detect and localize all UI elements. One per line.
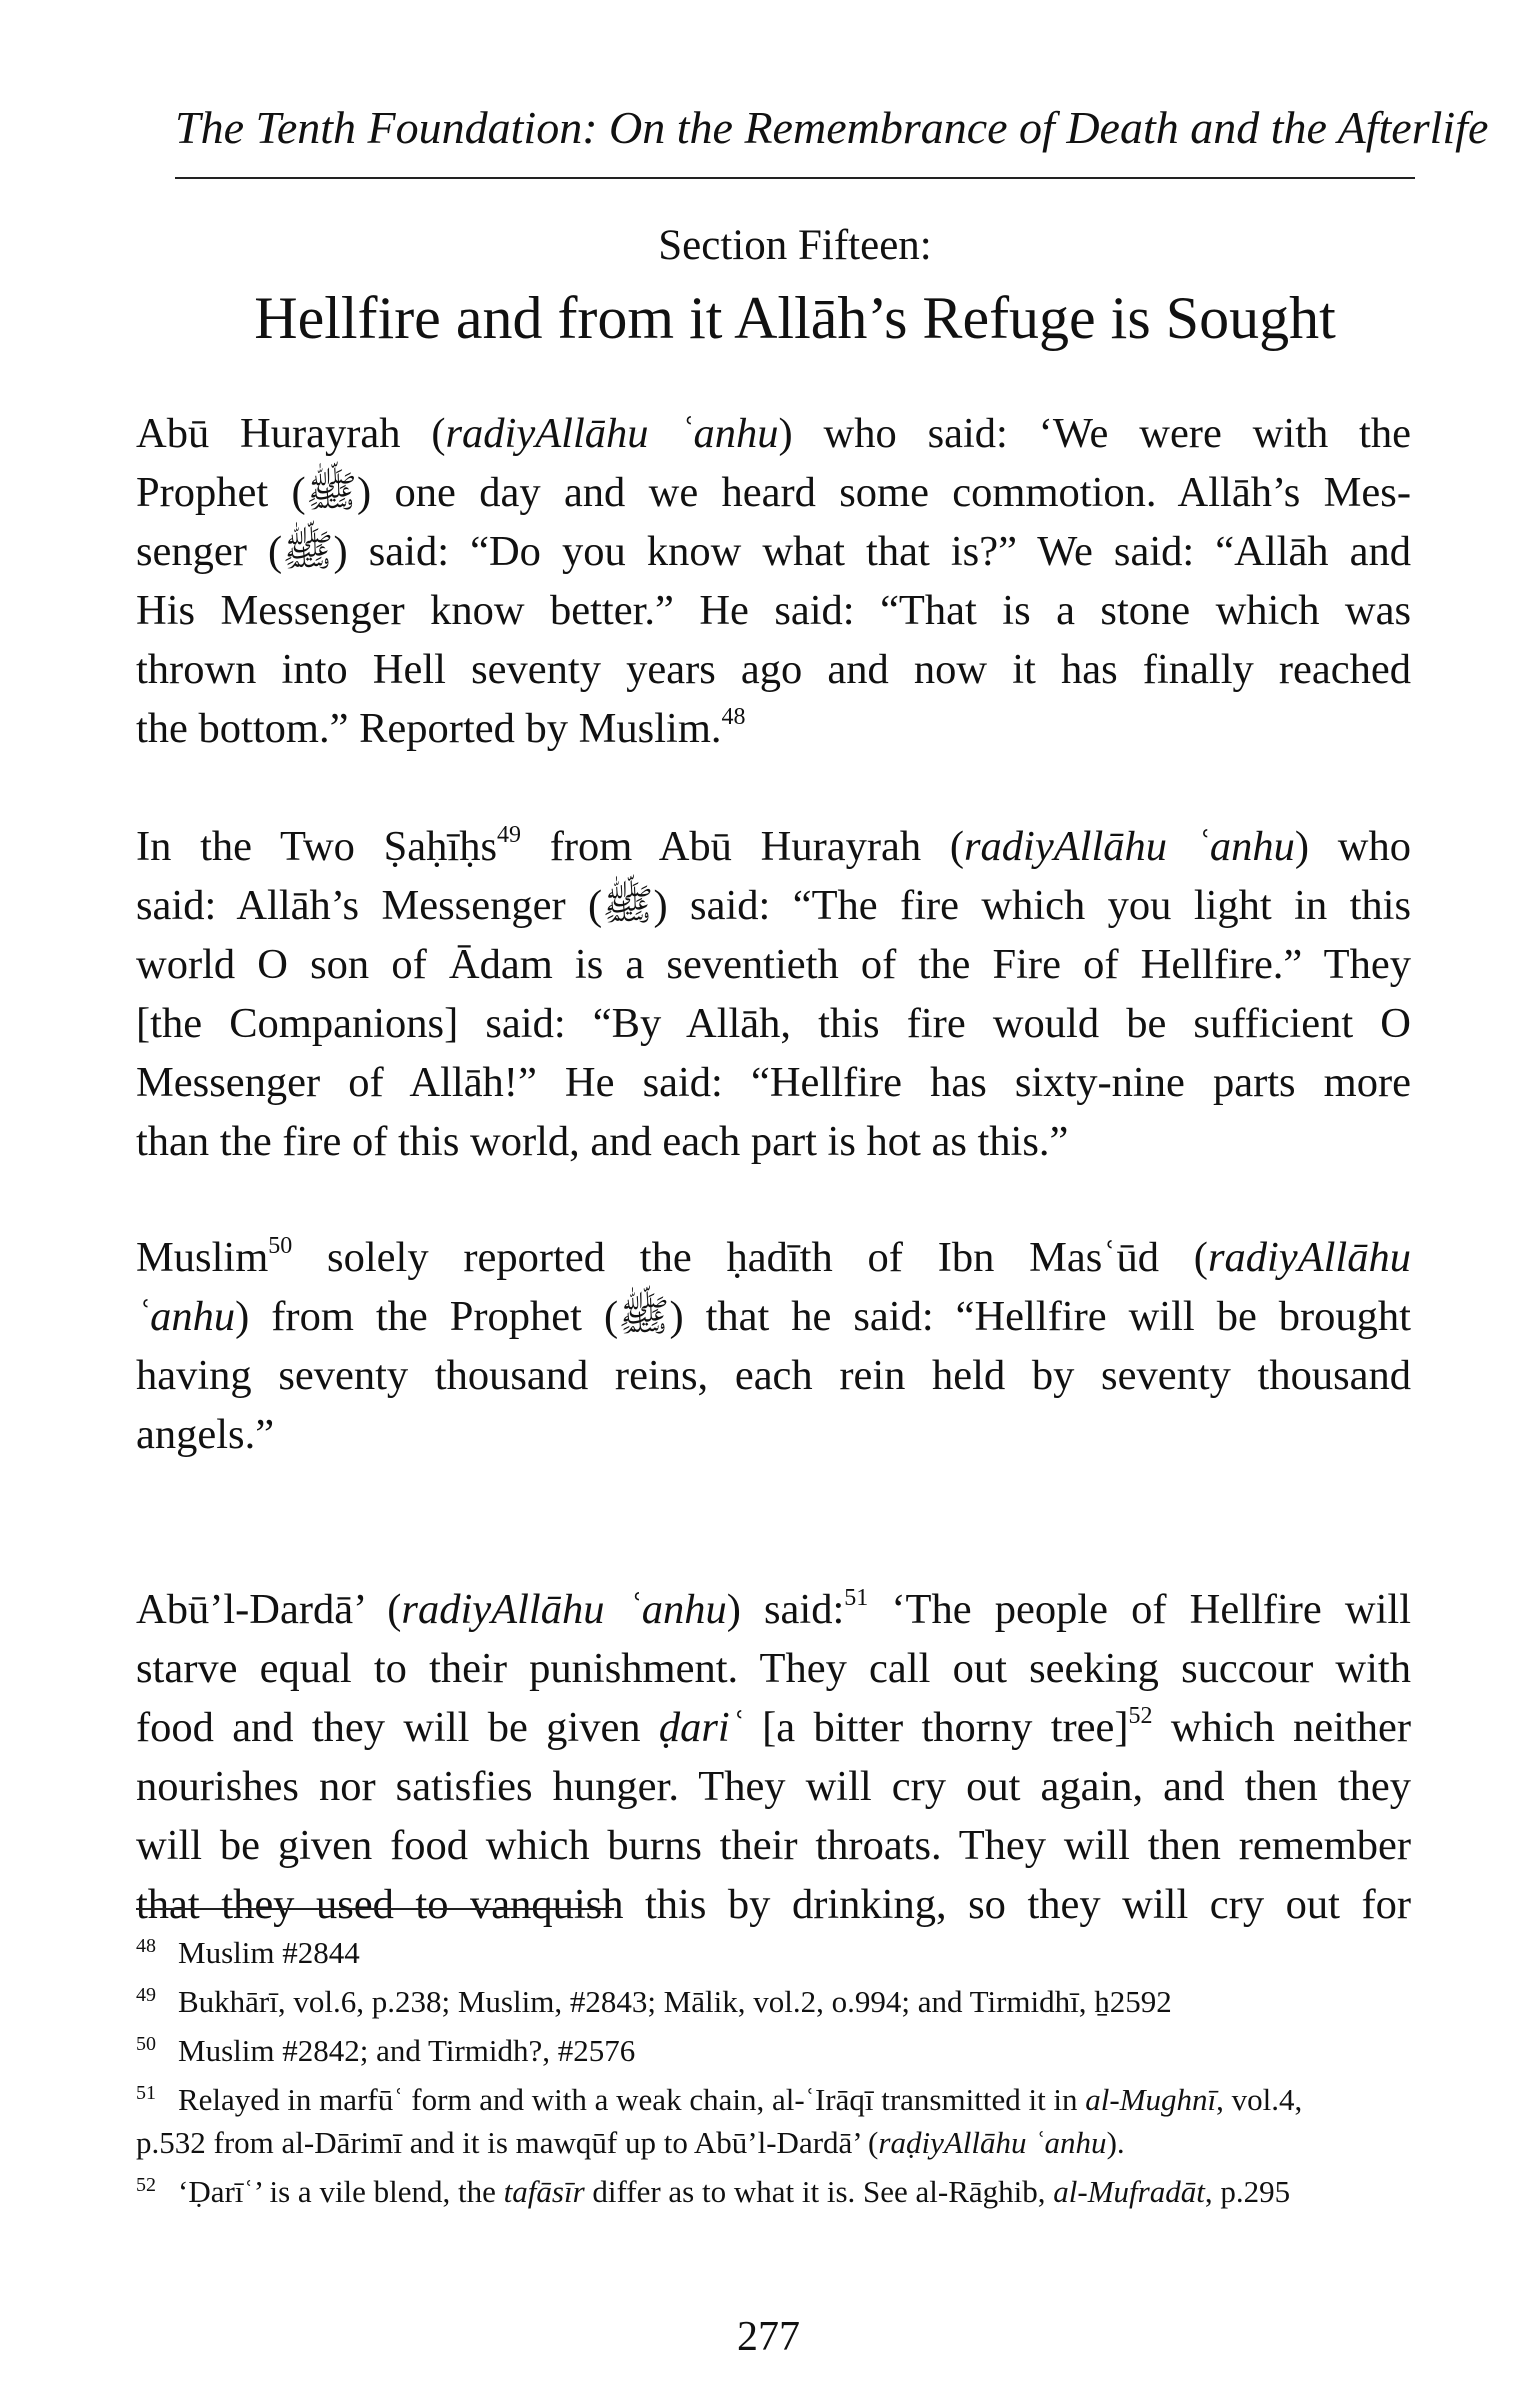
text-line: nourishes nor satisfies hunger. They will cry out again, and then they [136,1763,1411,1810]
text-line: Abū’l-Dardā’ (radiyAllāhu ʿanhu) said:$^{51}$ ‘The people of Hellfire will [136,1585,1412,1633]
text-line: ʿanhu) from the Prophet (ﷺ) that he said: “Hellfire will be brought [136,1293,1411,1340]
footnotes [136,1925,1416,2213]
paragraph-2 [136,817,1411,1171]
text-line: Messenger of Allāh!” He said: “Hellfire has sixty-nine parts more [136,1059,1411,1106]
text-line: world O son of Ādam is a seventieth of the Fire of Hellfire.” They [136,941,1411,988]
header-rule [175,177,1415,179]
footnote-ref: 51 [844,1585,869,1611]
paragraph-1 [136,404,1411,758]
section-title: Hellfire and from it Allāh’s Refuge is Sought [254,285,1336,351]
text-line: having seventy thousand reins, each rein held by seventy thousand [136,1352,1411,1399]
text-line: senger (ﷺ) said: “Do you know what that is?” We said: “Allāh and [136,528,1412,575]
footnote-52: 52 ‘Ḍarīʿ’ is a vile blend, the tafāsīr differ as to what it is. See al-Rāghib, al-Mufradāt, p.295 [136,2174,1291,2209]
footnote-50: 50 Muslim #2842; and Tirmidh?, #2576 [136,2033,636,2068]
section-label: Section Fifteen: [658,222,932,269]
text-line: food and they will be given ḍariʿ [a bitter thorny tree]$^{52}$ which neither [136,1703,1411,1751]
text-line: will be given food which burns their throats. They will then remember [136,1822,1411,1869]
footnote-rule [136,1908,614,1910]
text-line: In the Two Ṣaḥīḥs$^{49}$ from Abū Hurayrah (radiyAllāhu ʿanhu) who [136,822,1411,870]
text-line: His Messenger know better.” He said: “That is a stone which was [136,587,1411,634]
text-line: starve equal to their punishment. They call out seeking succour with [136,1645,1411,1692]
text-line: Abū Hurayrah (radiyAllāhu ʿanhu) who said: ‘We were with the [136,410,1411,457]
text-line: angels.” [136,1411,275,1458]
text-line: the bottom.” Reported by Muslim.$^{48}$ [136,704,746,752]
footnote-ref: 50 [268,1233,293,1259]
footnote-ref: 52 [1128,1703,1153,1729]
footnote-ref: 48 [721,704,746,730]
footnote-48: 48 Muslim #2844 [136,1935,360,1970]
running-header: The Tenth Foundation: On the Remembrance of Death and the Afterlife [175,102,1489,153]
footnote-51-continued: p.532 from al-Dārimī and it is mawqūf up to Abū’l-Dardā’ (raḍiyAllāhu ʿanhu). [136,2125,1125,2160]
page-number: 277 [737,2314,800,2360]
text-line: Prophet (ﷺ) one day and we heard some commotion. Allāh’s Mes- [136,469,1411,516]
text-line: that they used to vanquish this by drinking, so they will cry out for [136,1881,1411,1928]
paragraph-4 [136,1580,1411,1934]
text-line: than the fire of this world, and each part is hot as this.” [136,1118,1069,1165]
paragraph-3 [136,1228,1411,1464]
text-line: [the Companions] said: “By Allāh, this fire would be sufficient O [136,1000,1411,1047]
text-line: said: Allāh’s Messenger (ﷺ) said: “The fire which you light in this [136,882,1411,929]
footnote-49: 49 Bukhārī, vol.6, p.238; Muslim, #2843; Mālik, vol.2, o.994; and Tirmidhī, ẖ2592 [136,1984,1172,2019]
footnote-ref: 49 [497,822,522,848]
text-line: Muslim$^{50}$ solely reported the ḥadīth of Ibn Masʿūd (radiyAllāhu [136,1233,1411,1281]
text-line: thrown into Hell seventy years ago and now it has finally reached [136,646,1411,693]
footnote-51: 51 Relayed in marfūʿ form and with a weak chain, al-ʿIrāqī transmitted it in al-Mughnī, vol.4, [136,2082,1303,2117]
